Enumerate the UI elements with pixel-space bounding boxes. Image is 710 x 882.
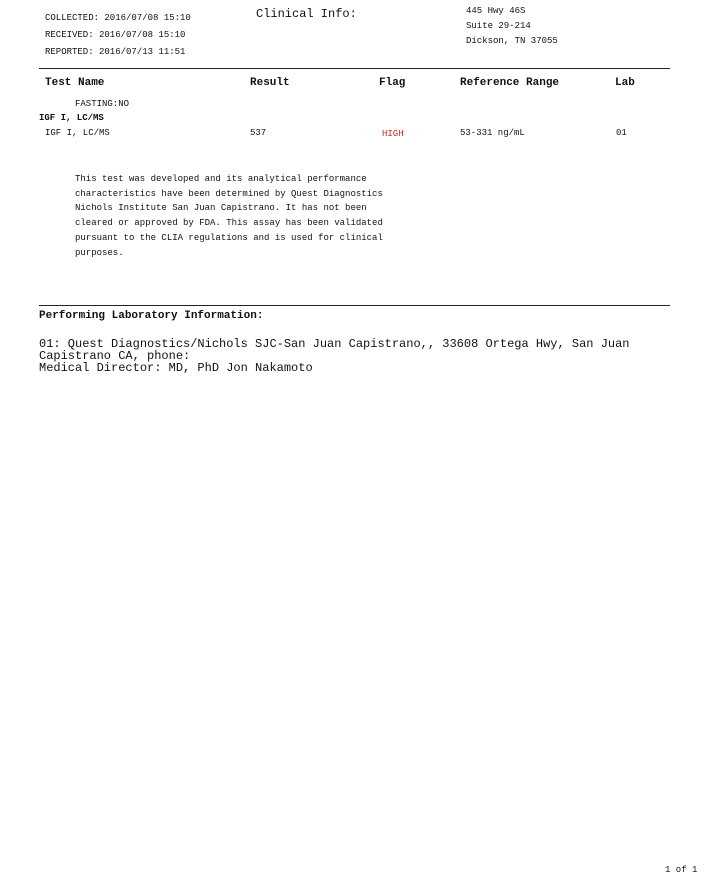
col-header-lab: Lab bbox=[615, 77, 635, 89]
clinical-info-label: Clinical Info: bbox=[256, 7, 357, 21]
fasting-status: FASTING:NO bbox=[75, 99, 130, 109]
note-line: pursuant to the CLIA regulations and is used for clinical bbox=[75, 232, 383, 243]
test-group-title: IGF I, LC/MS bbox=[39, 113, 104, 123]
section-divider bbox=[39, 305, 670, 306]
test-disclaimer-note bbox=[75, 172, 435, 260]
row-reference-range: 53-331 ng/mL bbox=[460, 128, 525, 138]
performing-lab-line: Capistrano CA, phone: bbox=[39, 349, 191, 363]
row-flag-high: HIGH bbox=[382, 129, 404, 139]
note-line: purposes. bbox=[75, 247, 124, 258]
address-line-1: 445 Hwy 46S bbox=[466, 6, 526, 16]
collected-date: COLLECTED: 2016/07/08 15:10 bbox=[45, 13, 191, 23]
address-line-3: Dickson, TN 37055 bbox=[466, 36, 558, 46]
col-header-reference-range: Reference Range bbox=[460, 77, 560, 89]
row-result: 537 bbox=[250, 128, 267, 138]
row-lab: 01 bbox=[616, 128, 627, 138]
note-line: cleared or approved by FDA. This assay has been validated bbox=[75, 218, 383, 229]
received-date: RECEIVED: 2016/07/08 15:10 bbox=[45, 30, 186, 40]
note-line: characteristics have been determined by Quest Diagnostics bbox=[75, 188, 383, 199]
medical-director: Medical Director: MD, PhD Jon Nakamoto bbox=[39, 361, 313, 375]
performing-lab-info bbox=[39, 338, 630, 374]
col-header-test-name: Test Name bbox=[45, 77, 105, 89]
reported-date: REPORTED: 2016/07/13 11:51 bbox=[45, 47, 186, 57]
performing-lab-line: 01: Quest Diagnostics/Nichols SJC-San Juan Capistrano,, 33608 Ortega Hwy, San Juan bbox=[39, 337, 630, 351]
row-test-name: IGF I, LC/MS bbox=[45, 128, 110, 138]
col-header-flag: Flag bbox=[379, 77, 406, 89]
note-line: Nichols Institute San Juan Capistrano. It has not been bbox=[75, 203, 367, 214]
address-line-2: Suite 29-214 bbox=[466, 21, 531, 31]
performing-lab-title: Performing Laboratory Information: bbox=[39, 310, 264, 322]
note-line: This test was developed and its analytical performance bbox=[75, 174, 367, 184]
header-divider bbox=[39, 68, 670, 69]
col-header-result: Result bbox=[250, 77, 290, 89]
page-indicator: 1 of 1 bbox=[665, 865, 698, 875]
